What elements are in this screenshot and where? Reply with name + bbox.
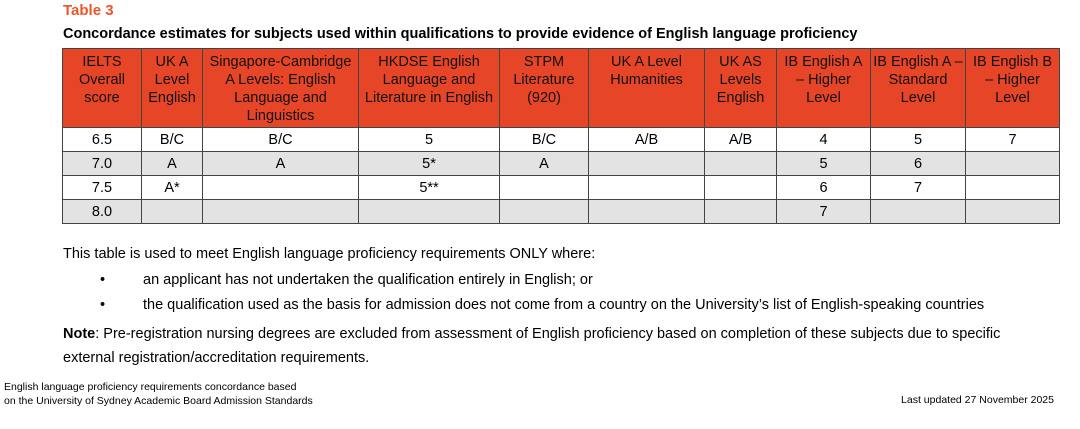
table-cell: 5 <box>777 152 871 176</box>
footer-left-line1: English language proficiency requirements concordance based <box>4 381 297 393</box>
table-cell: 5 <box>871 128 966 152</box>
header-uk-a-level-english: UK A Level English <box>142 49 203 128</box>
table-row <box>63 128 1060 152</box>
header-ib-english-a-sl: IB English A – Standard Level <box>871 49 966 128</box>
header-hkdse: HKDSE English Language and Literature in English <box>359 49 500 128</box>
table-cell: A <box>142 152 203 176</box>
table-cell <box>500 200 589 224</box>
table-cell: 6 <box>871 152 966 176</box>
list-item-text: the qualification used as the basis for admission does not come from a country on the University’s list of English-speaking countries <box>143 297 985 313</box>
table-cell <box>589 152 705 176</box>
table-cell: 7 <box>777 200 871 224</box>
table-cell <box>142 200 203 224</box>
table-cell <box>705 176 777 200</box>
table-cell <box>500 176 589 200</box>
table-cell <box>966 152 1060 176</box>
table-cell: 6 <box>777 176 871 200</box>
footer-left <box>4 380 313 408</box>
table-cell <box>705 200 777 224</box>
header-stpm: STPM Literature (920) <box>500 49 589 128</box>
bullet-icon: • <box>100 297 106 313</box>
table-cell <box>203 200 359 224</box>
table-cell: 8.0 <box>63 200 142 224</box>
header-ib-english-a-hl: IB English A – Higher Level <box>777 49 871 128</box>
table-cell: 6.5 <box>63 128 142 152</box>
list-item-text: an applicant has not undertaken the qualification entirely in English; or <box>143 272 593 288</box>
note-label: Note <box>63 326 96 342</box>
concordance-table <box>62 48 1060 224</box>
table-cell: 7 <box>871 176 966 200</box>
table-cell: 5* <box>359 152 500 176</box>
bullet-icon: • <box>100 272 106 288</box>
table-cell <box>966 176 1060 200</box>
note-text: : Pre-registration nursing degrees are excluded from assessment of English proficiency based on completion of these subjects due to specific external registration/accreditation requirements. <box>63 326 1001 366</box>
table-cell: 7.0 <box>63 152 142 176</box>
table-cell <box>203 176 359 200</box>
table-cell: 5** <box>359 176 500 200</box>
table-cell <box>705 152 777 176</box>
table-row <box>63 152 1060 176</box>
table-cell: 4 <box>777 128 871 152</box>
table-cell: A <box>203 152 359 176</box>
table-cell: A* <box>142 176 203 200</box>
table-row <box>63 176 1060 200</box>
table-cell: 5 <box>359 128 500 152</box>
table-cell: 7.5 <box>63 176 142 200</box>
header-uk-a-level-humanities: UK A Level Humanities <box>589 49 705 128</box>
table-label: Table 3 <box>63 2 114 19</box>
table-cell: B/C <box>142 128 203 152</box>
table-cell: 7 <box>966 128 1060 152</box>
table-cell: A/B <box>705 128 777 152</box>
table-cell: A <box>500 152 589 176</box>
table-cell: B/C <box>500 128 589 152</box>
header-ielts: IELTS Overall score <box>63 49 142 128</box>
footer-last-updated: Last updated 27 November 2025 <box>901 394 1054 406</box>
table-cell <box>589 176 705 200</box>
table-cell: B/C <box>203 128 359 152</box>
table-row <box>63 200 1060 224</box>
table-cell: A/B <box>589 128 705 152</box>
header-uk-as-levels-english: UK AS Levels English <box>705 49 777 128</box>
table-cell <box>871 200 966 224</box>
usage-note: This table is used to meet English language proficiency requirements ONLY where: <box>63 246 596 262</box>
table-cell <box>966 200 1060 224</box>
header-ib-english-b-hl: IB English B – Higher Level <box>966 49 1060 128</box>
table-cell <box>589 200 705 224</box>
footer-left-line2: on the University of Sydney Academic Board Admission Standards <box>4 395 313 407</box>
table-cell <box>359 200 500 224</box>
table-title: Concordance estimates for subjects used within qualifications to provide evidence of English language proficiency <box>63 26 858 42</box>
header-singapore-cambridge: Singapore-Cambridge A Levels: English Language and Linguistics <box>203 49 359 128</box>
header-row <box>63 49 1060 128</box>
note-paragraph <box>63 322 1053 370</box>
